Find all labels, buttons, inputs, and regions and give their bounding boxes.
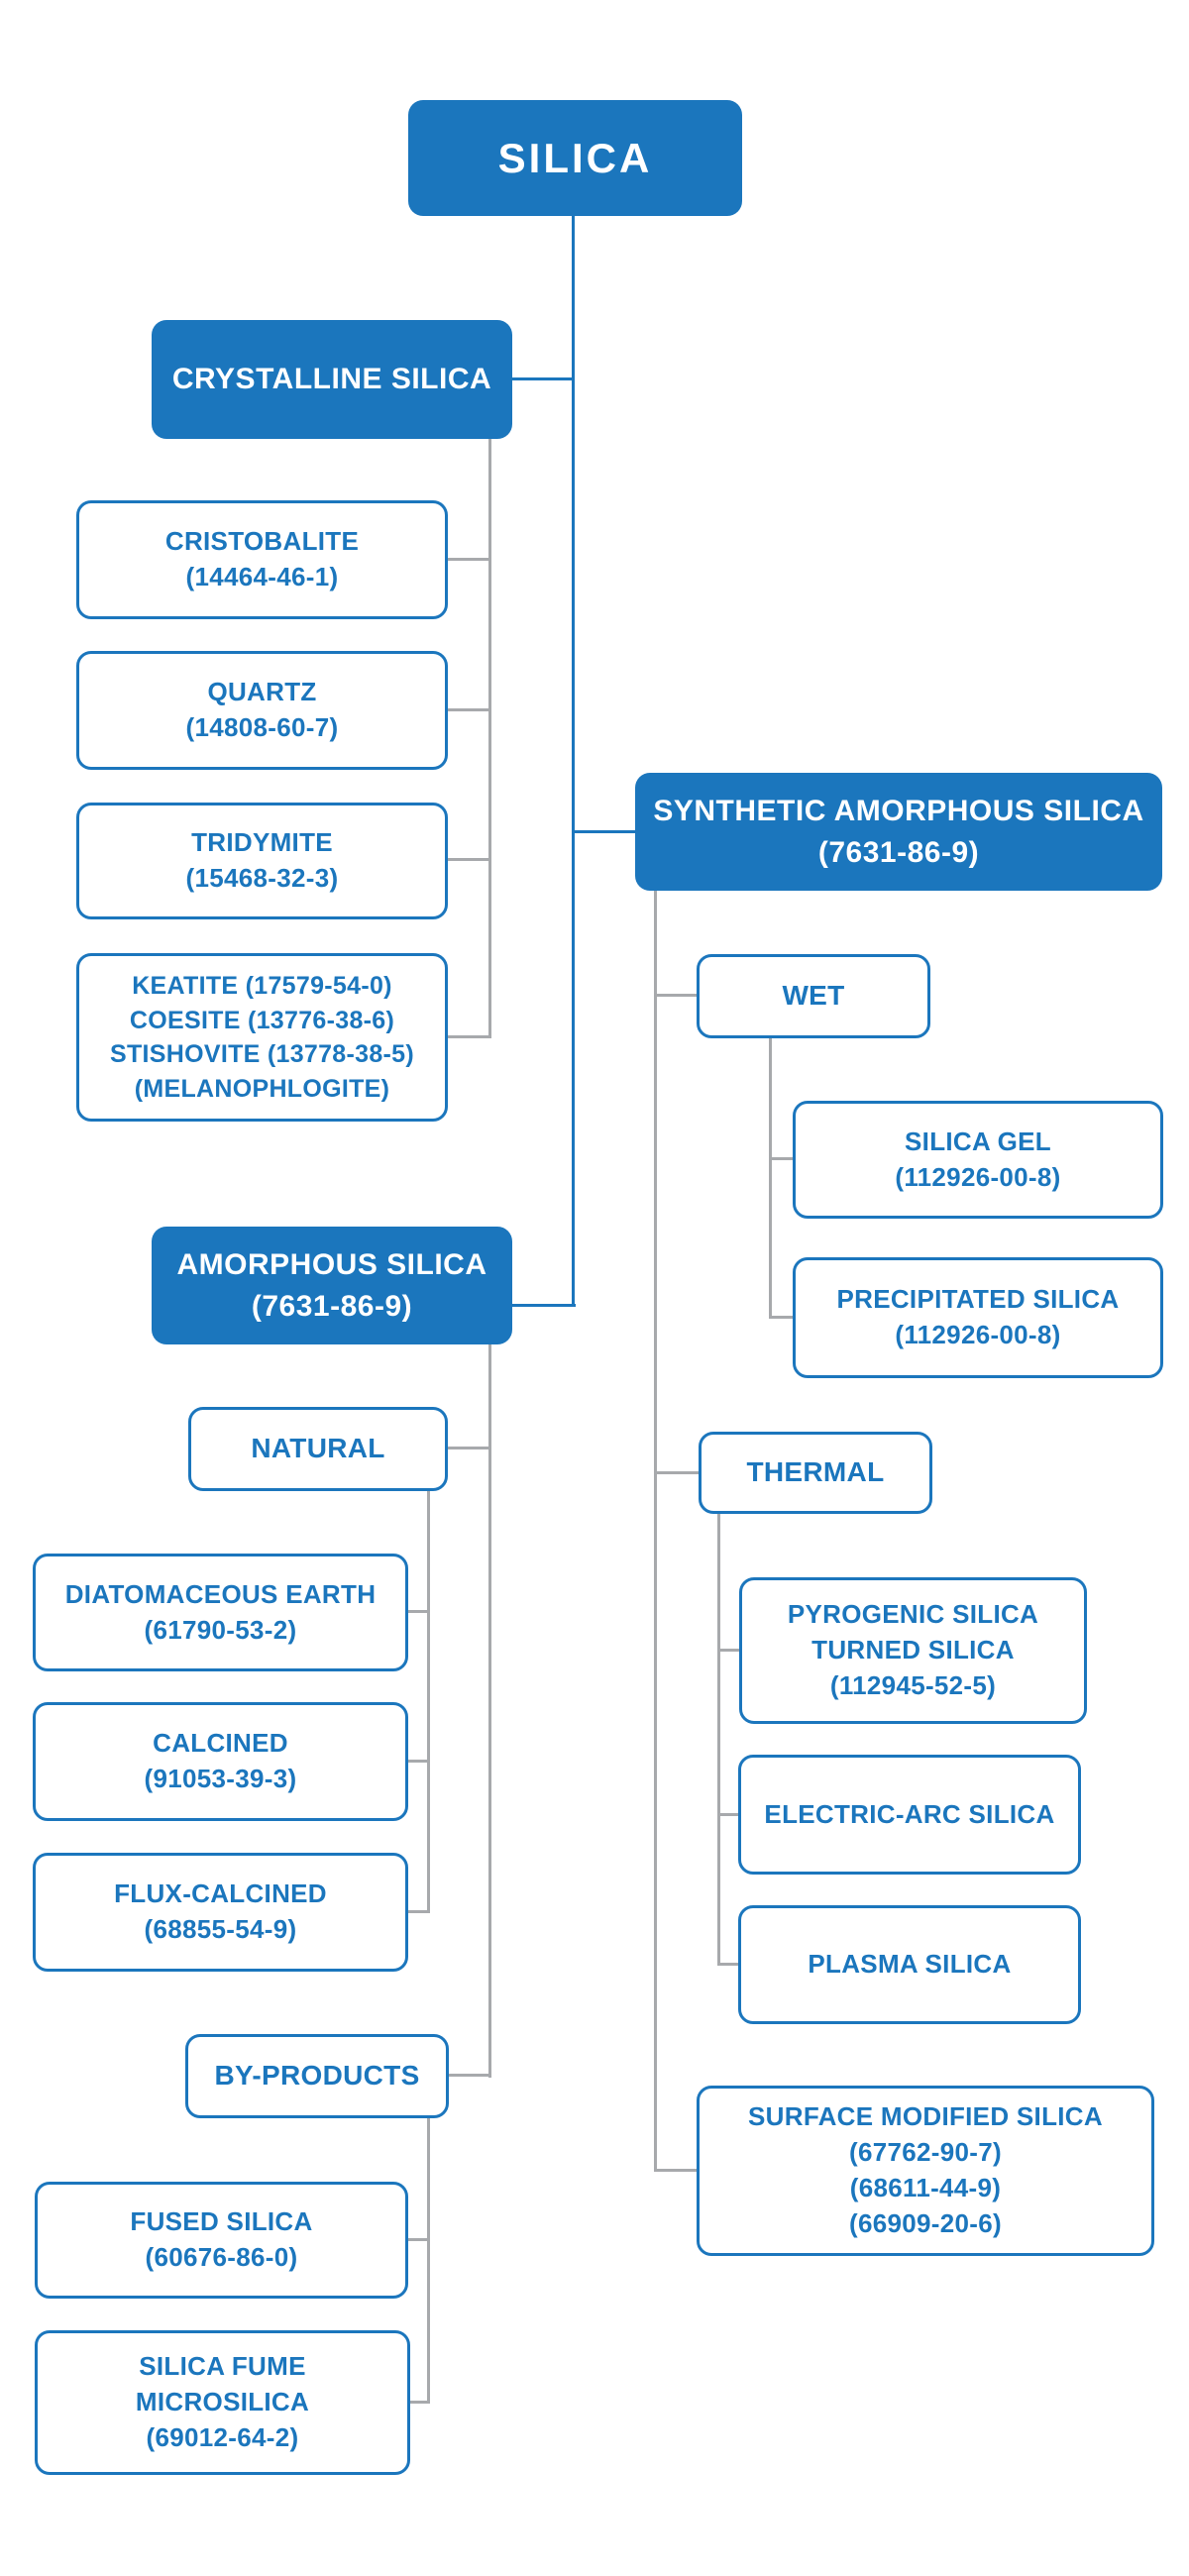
node-silica-fume-microsilica	[35, 2330, 410, 2475]
node-label-line: BY-PRODUCTS	[214, 2060, 420, 2092]
node-cas-line: (15468-32-3)	[185, 863, 339, 893]
connector-crystalline-hline	[512, 377, 573, 380]
connector-crystalline-children-vline	[488, 439, 491, 1038]
node-tridymite	[76, 803, 448, 919]
node-label-line: SYNTHETIC AMORPHOUS SILICA	[653, 795, 1144, 828]
node-wet	[697, 954, 930, 1038]
node-label-line: CRYSTALLINE SILICA	[171, 363, 492, 396]
node-label-line: WET	[782, 980, 845, 1012]
node-cas-line: (14808-60-7)	[185, 712, 339, 742]
node-amorphous-silica	[152, 1227, 512, 1344]
node-label-line: THERMAL	[746, 1456, 885, 1488]
connector-stub-fused-silica	[408, 2238, 430, 2241]
node-natural	[188, 1407, 448, 1491]
node-silica-gel	[793, 1101, 1163, 1219]
node-keatite-coesite-stishovite	[76, 953, 448, 1122]
node-cristobalite	[76, 500, 448, 619]
connector-stub-byproducts	[449, 2074, 491, 2077]
connector-stub-thermal	[654, 1471, 699, 1474]
connector-byproducts-children-vline	[427, 2118, 430, 2404]
node-label-line: TURNED SILICA	[811, 1635, 1015, 1665]
node-surface-modified-silica	[697, 2086, 1154, 2256]
connector-stub-calcined	[408, 1760, 430, 1763]
node-cas-line: (60676-86-0)	[145, 2242, 298, 2272]
connector-stub-pyrogenic	[717, 1649, 739, 1652]
node-label-line: CALCINED	[153, 1728, 288, 1759]
node-cas-line: (61790-53-2)	[144, 1614, 297, 1645]
node-calcined	[33, 1702, 408, 1821]
node-electric-arc-silica	[738, 1755, 1081, 1875]
node-label-line: STISHOVITE (13778-38-5)	[109, 1040, 414, 1068]
connector-stub-silica-fume	[408, 2401, 430, 2404]
node-cas-line: (7631-86-9)	[817, 835, 980, 869]
node-label-line: ELECTRIC-ARC SILICA	[764, 1798, 1055, 1829]
node-label-line: FUSED SILICA	[130, 2206, 313, 2237]
connector-stub-keatite	[448, 1035, 491, 1038]
connector-stub-plasma	[717, 1963, 738, 1966]
node-cas-line: (66909-20-6)	[849, 2207, 1002, 2238]
connector-stub-natural	[448, 1447, 491, 1449]
node-crystalline-silica	[152, 320, 512, 439]
node-label-line: SILICA GEL	[905, 1126, 1051, 1156]
node-flux-calcined	[33, 1853, 408, 1972]
node-cas-line: (68855-54-9)	[144, 1914, 297, 1944]
node-label-line: AMORPHOUS SILICA	[176, 1248, 487, 1282]
connector-synthetic-children-vline	[654, 891, 657, 2172]
node-label-line: FLUX-CALCINED	[114, 1878, 327, 1909]
connector-natural-children-vline	[427, 1491, 430, 1913]
connector-synthetic-hline	[573, 830, 635, 833]
node-label-line: PYROGENIC SILICA	[787, 1599, 1039, 1630]
connector-amorphous-hline	[512, 1304, 576, 1307]
connector-stub-surface-modified	[654, 2169, 697, 2172]
node-label-line: MICROSILICA	[135, 2387, 310, 2417]
connector-wet-children-vline	[769, 1038, 772, 1319]
connector-stub-electric-arc	[717, 1813, 738, 1816]
node-cas-line: (112926-00-8)	[895, 1161, 1061, 1192]
node-fused-silica	[35, 2182, 408, 2299]
connector-stub-silica-gel	[769, 1157, 793, 1160]
node-cas-line: (68611-44-9)	[849, 2173, 1002, 2202]
node-cas-line: (67762-90-7)	[849, 2137, 1002, 2168]
node-label-line: KEATITE (17579-54-0)	[132, 972, 392, 1000]
node-synthetic-amorphous-silica	[635, 773, 1162, 891]
connector-stub-flux-calcined	[408, 1910, 430, 1913]
node-plasma-silica	[738, 1905, 1081, 2024]
node-by-products	[185, 2034, 449, 2118]
node-diatomaceous-earth	[33, 1554, 408, 1671]
node-label-line: SURFACE MODIFIED SILICA	[748, 2101, 1103, 2132]
node-label-line: CRISTOBALITE	[164, 526, 360, 557]
connector-stub-tridymite	[448, 858, 491, 861]
node-cas-line: (69012-64-2)	[146, 2421, 299, 2452]
connector-stub-diatomaceous	[408, 1610, 430, 1613]
connector-stub-cristobalite	[448, 558, 491, 561]
node-label-line: SILICA FUME	[139, 2351, 306, 2382]
node-label-line: QUARTZ	[207, 677, 317, 707]
connector-thermal-children-vline	[717, 1514, 720, 1966]
node-label-line: DIATOMACEOUS EARTH	[64, 1578, 377, 1609]
node-thermal	[699, 1432, 932, 1514]
node-label-line: (MELANOPHLOGITE)	[134, 1074, 390, 1103]
connector-stub-quartz	[448, 708, 491, 711]
node-cas-line: (112945-52-5)	[829, 1669, 997, 1700]
node-label-line: PLASMA SILICA	[808, 1949, 1012, 1980]
node-quartz	[76, 651, 448, 770]
node-cas-line: (112926-00-8)	[895, 1320, 1061, 1349]
node-silica	[408, 100, 742, 216]
node-cas-line: (7631-86-9)	[251, 1289, 413, 1323]
node-precipitated-silica	[793, 1257, 1163, 1378]
node-label-line: PRECIPITATED SILICA	[836, 1284, 1120, 1315]
connector-stub-precipitated	[769, 1316, 793, 1319]
node-label-line: NATURAL	[251, 1433, 385, 1464]
node-cas-line: (91053-39-3)	[144, 1764, 297, 1793]
connector-amorphous-children-vline	[488, 1344, 491, 2078]
node-label-line: COESITE (13776-38-6)	[129, 1006, 395, 1034]
node-silica-label: SILICA	[497, 134, 653, 181]
node-label-line: TRIDYMITE	[191, 827, 333, 858]
node-cas-line: (14464-46-1)	[185, 562, 339, 591]
connector-stub-wet	[654, 994, 697, 997]
node-pyrogenic-silica	[739, 1577, 1087, 1724]
